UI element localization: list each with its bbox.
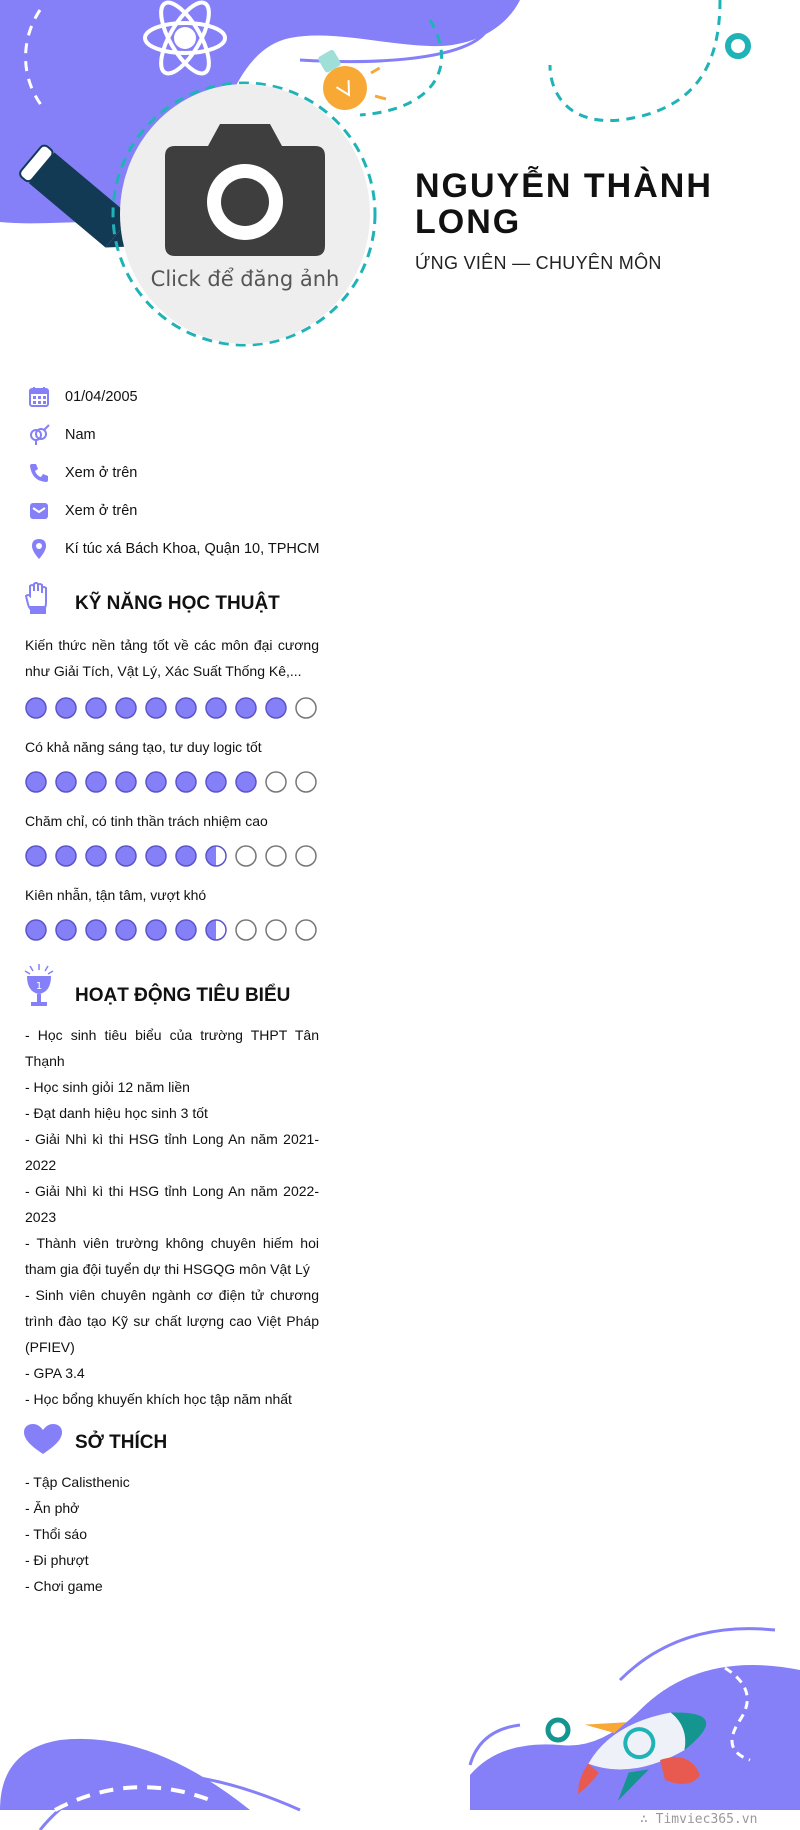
rating-dot — [146, 846, 166, 866]
rating-dot — [206, 920, 226, 940]
skill-text-3: Chăm chỉ, có tinh thần trách nhiệm cao — [25, 813, 268, 829]
rating-dot — [296, 772, 316, 792]
rating-dot — [176, 846, 196, 866]
rating-dot — [176, 772, 196, 792]
candidate-role: ỨNG VIÊN — CHUYÊN MÔN — [415, 253, 662, 273]
info-gender — [28, 420, 96, 450]
hobby-item-3: - Thổi sáo — [25, 1526, 87, 1542]
hobby-item-2: - Ăn phở — [25, 1500, 80, 1516]
rating-dot — [116, 698, 136, 718]
rating-dot — [236, 772, 256, 792]
rating-dot — [146, 698, 166, 718]
rating-dot — [206, 698, 226, 718]
rating-dot — [86, 920, 106, 940]
rating-dot — [266, 846, 286, 866]
rating-dot — [26, 920, 46, 940]
info-phone — [28, 458, 137, 488]
skill-text-1: Kiến thức nền tảng tốt về các môn đại cương như Giải Tích, Vật Lý, Xác Suất Thống Kê,... — [25, 637, 319, 679]
info-address — [28, 534, 319, 564]
rating-dot — [86, 698, 106, 718]
rating-dot — [146, 920, 166, 940]
activity-item-3: - Đạt danh hiệu học sinh 3 tốt — [25, 1105, 208, 1121]
birthdate-value: 01/04/2005 — [65, 389, 138, 405]
activity-item-1: - Học sinh tiêu biểu của trường THPT Tân Thạnh — [25, 1027, 319, 1069]
activity-item-2: - Học sinh giỏi 12 năm liền — [25, 1079, 190, 1095]
rating-dot — [266, 772, 286, 792]
address-value: Kí túc xá Bách Khoa, Quận 10, TPHCM — [65, 541, 320, 557]
rating-dot — [236, 846, 256, 866]
heart-icon — [24, 1424, 62, 1456]
svg-text:1: 1 — [35, 981, 43, 992]
rating-dot — [236, 920, 256, 940]
purple-blob-bottom-left — [0, 1739, 250, 1810]
rating-dot — [86, 772, 106, 792]
skill-rating-3 — [25, 843, 325, 869]
rating-dot — [236, 698, 256, 718]
info-birthdate — [28, 382, 138, 412]
rating-dot — [266, 920, 286, 940]
rating-dot — [296, 698, 316, 718]
activity-item-5: - Giải Nhì kì thi HSG tỉnh Long An năm 2022-2023 — [25, 1183, 319, 1225]
rating-dot — [116, 920, 136, 940]
hand-icon — [24, 582, 50, 616]
activity-item-9: - Học bổng khuyến khích học tập năm nhất — [25, 1391, 292, 1407]
skill-rating-2 — [25, 769, 325, 795]
activity-item-8: - GPA 3.4 — [25, 1365, 85, 1381]
activity-item-7: - Sinh viên chuyên ngành cơ điện tử chương trình đào tạo Kỹ sư chất lượng cao Việt Pháp (PFIEV) — [25, 1287, 319, 1355]
watermark: ∴ Timviec365.vn — [640, 1812, 758, 1827]
camera-icon — [165, 124, 325, 256]
skill-text-2: Có khả năng sáng tạo, tư duy logic tốt — [25, 739, 262, 755]
teal-ring — [728, 36, 748, 56]
gender-value: Nam — [65, 427, 96, 443]
skill-rating-4 — [25, 917, 325, 943]
location-icon — [28, 538, 50, 560]
hobbies-title: SỞ THÍCH — [75, 1432, 168, 1453]
rating-dot — [146, 772, 166, 792]
phone-icon — [28, 462, 50, 484]
hobby-item-4: - Đi phượt — [25, 1552, 89, 1568]
rating-dot — [26, 846, 46, 866]
rating-dot — [176, 920, 196, 940]
rating-dot — [56, 772, 76, 792]
skill-text-4: Kiên nhẫn, tận tâm, vượt khó — [25, 887, 207, 903]
activities-title: HOẠT ĐỘNG TIÊU BIỂU — [75, 985, 291, 1006]
skills-title: KỸ NĂNG HỌC THUẬT — [75, 593, 280, 614]
rating-dot — [26, 698, 46, 718]
rating-dot — [26, 772, 46, 792]
candidate-name: NGUYỄN THÀNH LONG — [415, 167, 713, 241]
email-value: Xem ở trên — [65, 503, 138, 519]
activity-item-4: - Giải Nhì kì thi HSG tỉnh Long An năm 2021-2022 — [25, 1131, 319, 1173]
activity-item-6: - Thành viên trường không chuyên hiếm hoi tham gia đội tuyển dự thi HSGQG môn Vật Lý — [25, 1235, 319, 1277]
calendar-icon — [28, 386, 50, 408]
rating-dot — [206, 772, 226, 792]
photo-upload[interactable] — [120, 84, 370, 344]
footer-decoration — [0, 1600, 800, 1830]
photo-caption: Click để đăng ảnh — [150, 267, 340, 291]
rating-dot — [176, 698, 196, 718]
rating-dot — [86, 846, 106, 866]
gender-icon — [28, 424, 50, 446]
rating-dot — [116, 772, 136, 792]
rating-dot — [116, 846, 136, 866]
rating-dot — [296, 846, 316, 866]
rating-dot — [56, 698, 76, 718]
trophy-icon — [24, 964, 54, 1008]
phone-value: Xem ở trên — [65, 465, 138, 481]
rating-dot — [56, 846, 76, 866]
rating-dot — [266, 698, 286, 718]
email-icon — [28, 500, 50, 522]
info-email — [28, 496, 137, 526]
rating-dot — [296, 920, 316, 940]
hobby-item-1: - Tập Calisthenic — [25, 1474, 130, 1490]
hobby-item-5: - Chơi game — [25, 1578, 103, 1594]
rating-dot — [206, 846, 226, 866]
skill-rating-1 — [25, 695, 325, 721]
rating-dot — [56, 920, 76, 940]
